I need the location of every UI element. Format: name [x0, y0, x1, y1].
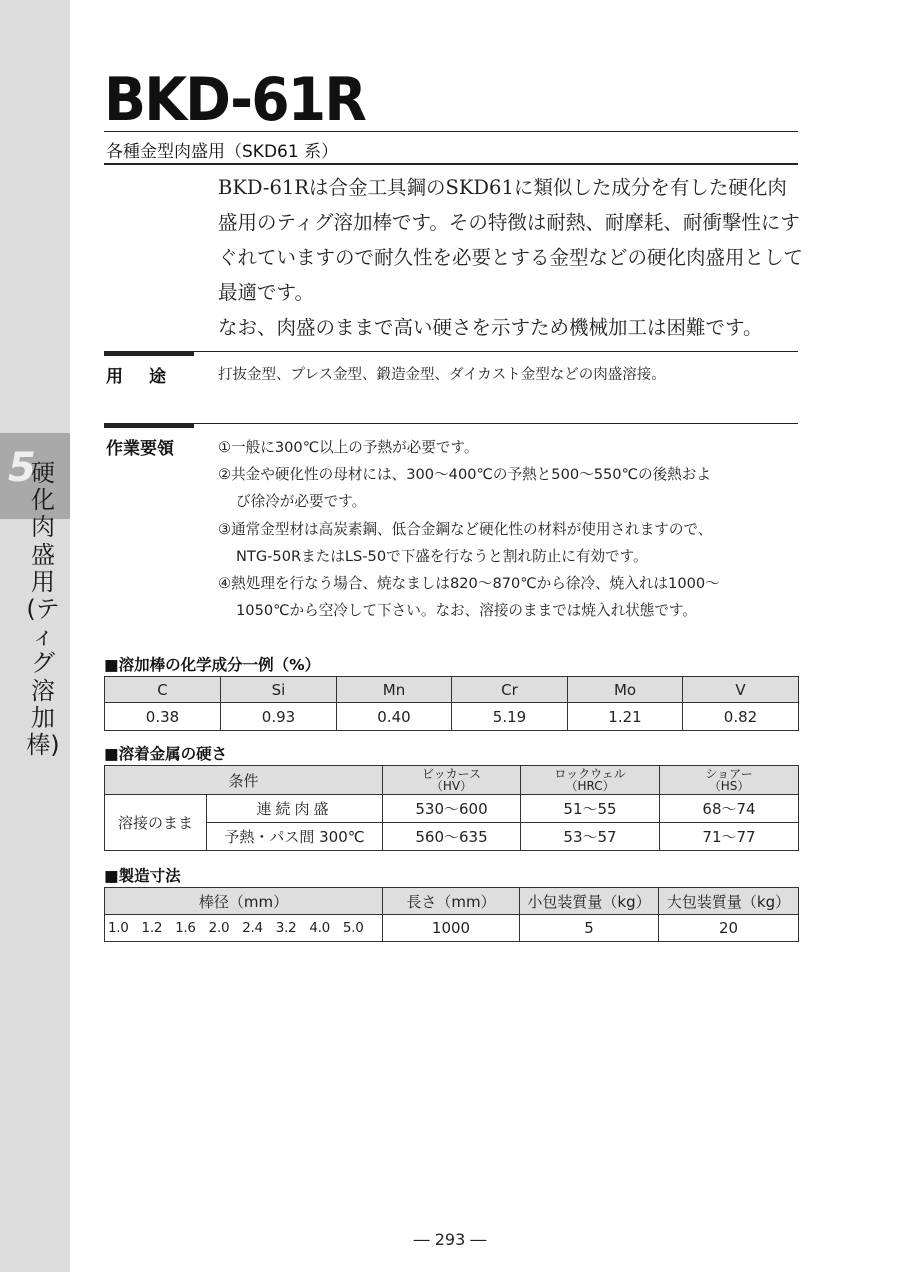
product-title: BKD-61R — [104, 65, 366, 135]
procedure-step: ③通常金型材は高炭素鋼、低合金鋼など硬化性の材料が使用されますので、 — [218, 520, 713, 538]
intro-paragraph: BKD-61Rは合金工具鋼のSKD61に類似した成分を有した硬化肉盛用のティグ溶加棒です。その特徴は耐熱、耐摩耗、耐衝撃性にすぐれていますので耐久性を必要とする金型などの硬化肉盛用として最適です。 — [218, 176, 804, 304]
table-header: 棒径（mm） — [105, 888, 383, 915]
table-header: ショアー （HS） — [660, 766, 799, 795]
usage-section — [104, 351, 798, 391]
table-cell: 71～77 — [660, 823, 799, 851]
procedure-section — [104, 423, 798, 623]
table-cell: 1.21 — [568, 703, 683, 731]
procedure-step-cont: 1050℃から空冷して下さい。なお、溶接のままでは焼入れ状態です。 — [236, 602, 697, 620]
chapter-title: 硬化肉盛用(ティグ溶加棒) — [26, 459, 60, 760]
table-cell: 5 — [520, 915, 659, 942]
table-cell: 1.0 1.2 1.6 2.0 2.4 3.2 4.0 5.0 — [105, 915, 383, 942]
procedure-label: 作業要領 — [106, 439, 174, 459]
dimensions-table — [104, 887, 799, 942]
table-cell: 1000 — [383, 915, 520, 942]
table-cell: 5.19 — [452, 703, 568, 731]
table-group-cell: 溶接のまま — [105, 795, 207, 851]
procedure-steps — [218, 434, 808, 624]
chemical-table-title: ■溶加棒の化学成分一例（%） — [104, 656, 321, 674]
table-cell: 560～635 — [383, 823, 521, 851]
table-cell: 53～57 — [521, 823, 660, 851]
hardness-table-title: ■溶着金属の硬さ — [104, 745, 228, 763]
intro-paragraph: なお、肉盛のままで高い硬さを示すため機械加工は困難です。 — [218, 316, 763, 339]
table-header: V — [683, 677, 799, 703]
table-cell: 0.40 — [337, 703, 452, 731]
table-cell: 68～74 — [660, 795, 799, 823]
hardness-table — [104, 765, 799, 851]
dimensions-table-title: ■製造寸法 — [104, 867, 181, 885]
table-header: ビッカース （HV） — [383, 766, 521, 795]
table-cell: 20 — [659, 915, 799, 942]
product-subtitle: 各種金型肉盛用（SKD61 系） — [106, 142, 339, 162]
table-cell: 530～600 — [383, 795, 521, 823]
procedure-step-cont: び徐冷が必要です。 — [236, 493, 367, 511]
table-header: Mo — [568, 677, 683, 703]
table-header: Si — [221, 677, 337, 703]
table-cell: 連続肉盛 — [207, 795, 383, 823]
page-number: ― 293 ― — [413, 1230, 487, 1249]
section-mark — [104, 423, 194, 428]
intro-text — [218, 170, 803, 345]
section-mark — [104, 351, 194, 356]
table-cell: 0.93 — [221, 703, 337, 731]
table-header: 小包装質量（kg） — [520, 888, 659, 915]
procedure-step-cont: NTG-50RまたはLS-50で下盛を行なうと割れ防止に有効です。 — [236, 547, 648, 565]
usage-text: 打抜金型、プレス金型、鍛造金型、ダイカスト金型などの肉盛溶接。 — [218, 367, 666, 383]
table-cell: 51～55 — [521, 795, 660, 823]
procedure-step: ④熱処理を行なう場合、焼なましは820～870℃から徐冷、焼入れは1000～ — [218, 575, 720, 593]
table-header: 長さ（mm） — [383, 888, 520, 915]
table-header: 条件 — [105, 766, 383, 795]
table-header: Mn — [337, 677, 452, 703]
table-header: C — [105, 677, 221, 703]
usage-label: 用途 — [106, 367, 192, 387]
subtitle-bar — [104, 131, 798, 165]
table-cell: 予熱・パス間 300℃ — [207, 823, 383, 851]
chemical-table — [104, 676, 799, 731]
chapter-number: 5 — [8, 445, 36, 491]
table-header: Cr — [452, 677, 568, 703]
table-cell: 0.38 — [105, 703, 221, 731]
table-header: ロックウェル （HRC） — [521, 766, 660, 795]
procedure-step: ①一般に300℃以上の予熱が必要です。 — [218, 439, 479, 456]
table-cell: 0.82 — [683, 703, 799, 731]
procedure-step: ②共金や硬化性の母材には、300～400℃の予熱と500～550℃の後熱およ — [218, 466, 711, 484]
table-header: 大包装質量（kg） — [659, 888, 799, 915]
